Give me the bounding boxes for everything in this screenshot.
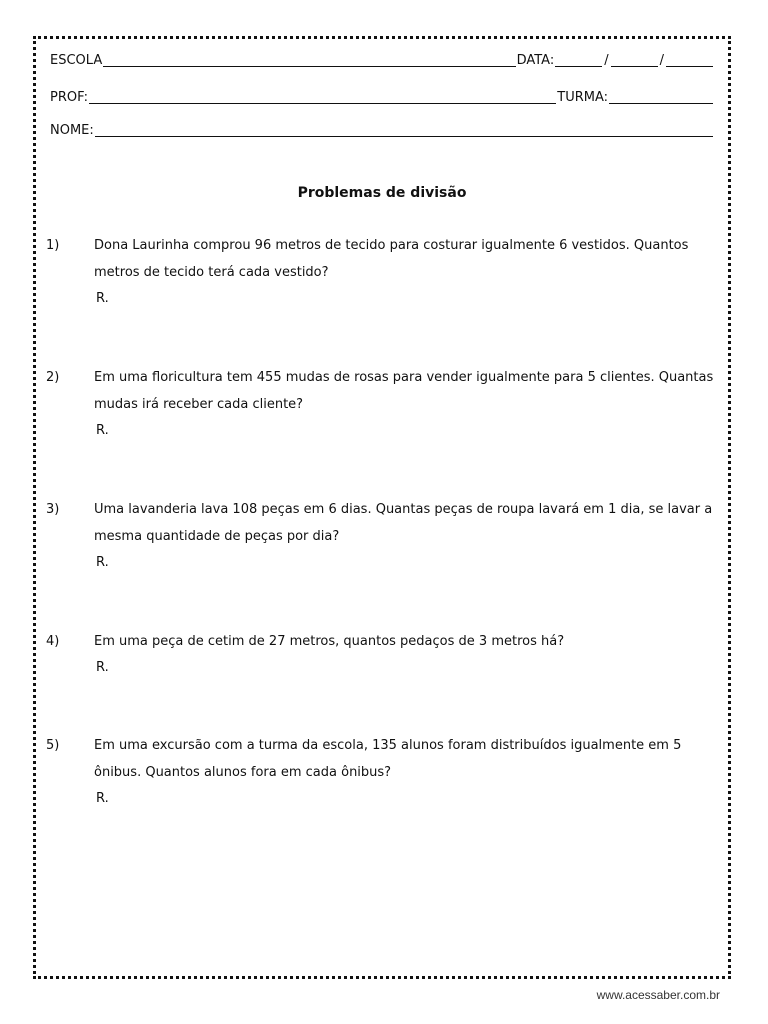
answer-label: R. xyxy=(96,791,109,806)
question-5 xyxy=(46,732,714,812)
question-body xyxy=(46,628,714,655)
teacher-label: PROF: xyxy=(50,90,88,105)
worksheet-border xyxy=(33,36,731,979)
question-body xyxy=(46,732,714,786)
question-number: 5) xyxy=(46,738,60,753)
question-text: Em uma floricultura tem 455 mudas de rosas para vender igualmente para 5 clientes. Quantas mudas irá receber cada cliente? xyxy=(94,370,714,412)
question-body xyxy=(46,496,714,550)
footer-website: www.acessaber.com.br xyxy=(596,988,720,1002)
question-number: 3) xyxy=(46,502,60,517)
answer-label: R. xyxy=(96,291,109,306)
header-row-school-date xyxy=(50,53,714,69)
date-label: DATA: xyxy=(516,53,555,68)
question-text: Em uma peça de cetim de 27 metros, quantos pedaços de 3 metros há? xyxy=(94,634,565,649)
class-label: TURMA: xyxy=(557,90,608,105)
header-row-teacher-class xyxy=(50,90,714,106)
class-field-line xyxy=(609,91,713,104)
question-number: 2) xyxy=(46,370,60,385)
header-row-name xyxy=(50,123,714,139)
answer-label: R. xyxy=(96,423,109,438)
question-body xyxy=(46,232,714,286)
name-field-line xyxy=(95,124,713,137)
date-separator-2: / xyxy=(659,53,664,68)
question-4 xyxy=(46,628,714,681)
question-number: 4) xyxy=(46,634,60,649)
school-label: ESCOLA xyxy=(50,53,103,68)
question-text: Dona Laurinha comprou 96 metros de tecido para costurar igualmente 6 vestidos. Quantos metros de tecido terá cada vestido? xyxy=(94,238,689,280)
question-2 xyxy=(46,364,714,444)
question-body xyxy=(46,364,714,418)
teacher-field-line xyxy=(89,91,556,104)
question-text: Em uma excursão com a turma da escola, 135 alunos foram distribuídos igualmente em 5 ônibus. Quantos alunos fora em cada ônibus? xyxy=(94,738,682,780)
question-text: Uma lavanderia lava 108 peças em 6 dias. Quantas peças de roupa lavará em 1 dia, se lavar a mesma quantidade de peças por dia? xyxy=(94,502,713,544)
question-1 xyxy=(46,232,714,312)
date-separator-1: / xyxy=(604,53,609,68)
name-label: NOME: xyxy=(50,123,94,138)
answer-label: R. xyxy=(96,555,109,570)
answer-label: R. xyxy=(96,660,109,675)
date-year-line xyxy=(666,54,713,67)
worksheet-title: Problemas de divisão xyxy=(297,185,467,201)
date-month-line xyxy=(611,54,658,67)
date-day-line xyxy=(555,54,602,67)
question-number: 1) xyxy=(46,238,60,253)
school-field-line xyxy=(103,54,515,67)
question-3 xyxy=(46,496,714,576)
